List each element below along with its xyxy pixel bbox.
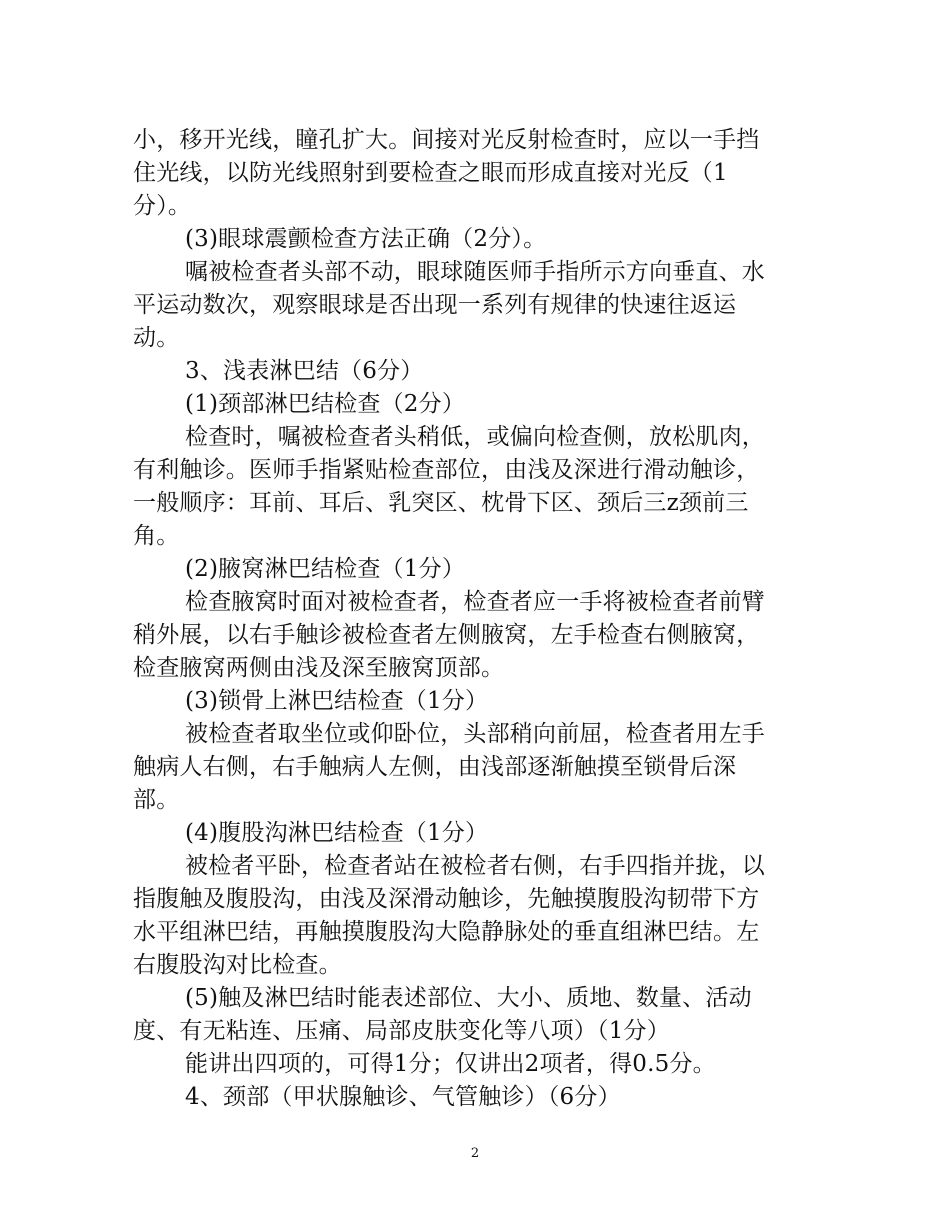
text-line: 住光线，以防光线照射到要检查之眼而形成直接对光反（1	[133, 160, 728, 186]
text-line: 小，移开光线，瞳孔扩大。间接对光反射检查时，应以一手挡	[133, 127, 760, 153]
text-line: 稍外展，以右手触诊被检查者左侧腋窝，左手检查右侧腋窝，	[133, 622, 760, 648]
section-heading: (4)腹股沟淋巴结检查（1分）	[185, 820, 489, 846]
text-line: 指腹触及腹股沟，由浅及深滑动触诊，先触摸腹股沟韧带下方	[133, 886, 760, 912]
text-line: 检查时，嘱被检查者头稍低，或偏向检查侧，放松肌肉，	[185, 424, 765, 450]
section-heading: (3)锁骨上淋巴结检查（1分）	[185, 688, 489, 714]
section-heading: (2)腋窝淋巴结检查（1分）	[185, 556, 466, 582]
document-body	[133, 124, 813, 1114]
text-line: 嘱被检查者头部不动，眼球随医师手指所示方向垂直、水	[185, 259, 765, 285]
text-line: 检查腋窝时面对被检查者，检查者应一手将被检查者前臂	[185, 589, 765, 615]
section-heading: (3)眼球震颤检查方法正确（2分）。	[185, 226, 547, 252]
text-line: 检查腋窝两侧由浅及深至腋窝顶部。	[133, 655, 505, 681]
text-line: 能讲出四项的，可得1分；仅讲出2项者，得0.5分。	[185, 1051, 716, 1077]
text-line: 水平组淋巴结，再触摸腹股沟大隐静脉处的垂直组淋巴结。左	[133, 919, 760, 945]
text-line: 被检查者取坐位或仰卧位，头部稍向前屈，检查者用左手	[185, 721, 765, 747]
text-line: 分）。	[133, 193, 192, 219]
text-line: 被检者平卧，检查者站在被检者右侧，右手四指并拢，以	[185, 853, 765, 879]
text-line: 平运动数次，观察眼球是否出现一系列有规律的快速往返运	[133, 292, 737, 318]
text-line: 角。	[133, 523, 180, 549]
page-number: 2	[470, 1146, 480, 1161]
section-heading: 3、浅表淋巴结（6分）	[185, 358, 424, 384]
section-heading: (1)颈部淋巴结检查（2分）	[185, 391, 466, 417]
text-line: 有利触诊。医师手指紧贴检查部位，由浅及深进行滑动触诊，	[133, 457, 760, 483]
text-line: 右腹股沟对比检查。	[133, 952, 342, 978]
text-line: 部。	[133, 787, 180, 813]
section-heading: (5)触及淋巴结时能表述部位、大小、质地、数量、活动	[185, 985, 752, 1011]
text-line: 度、有无粘连、压痛、局部皮肤变化等八项）（1分）	[133, 1018, 670, 1044]
section-heading: 4、颈部（甲状腺触诊、气管触诊）（6分）	[185, 1084, 621, 1110]
text-line: 动。	[133, 325, 180, 351]
text-line: 一般顺序：耳前、耳后、乳突区、枕骨下区、颈后三z颈前三	[133, 490, 749, 516]
text-line: 触病人右侧，右手触病人左侧，由浅部逐渐触摸至锁骨后深	[133, 754, 737, 780]
